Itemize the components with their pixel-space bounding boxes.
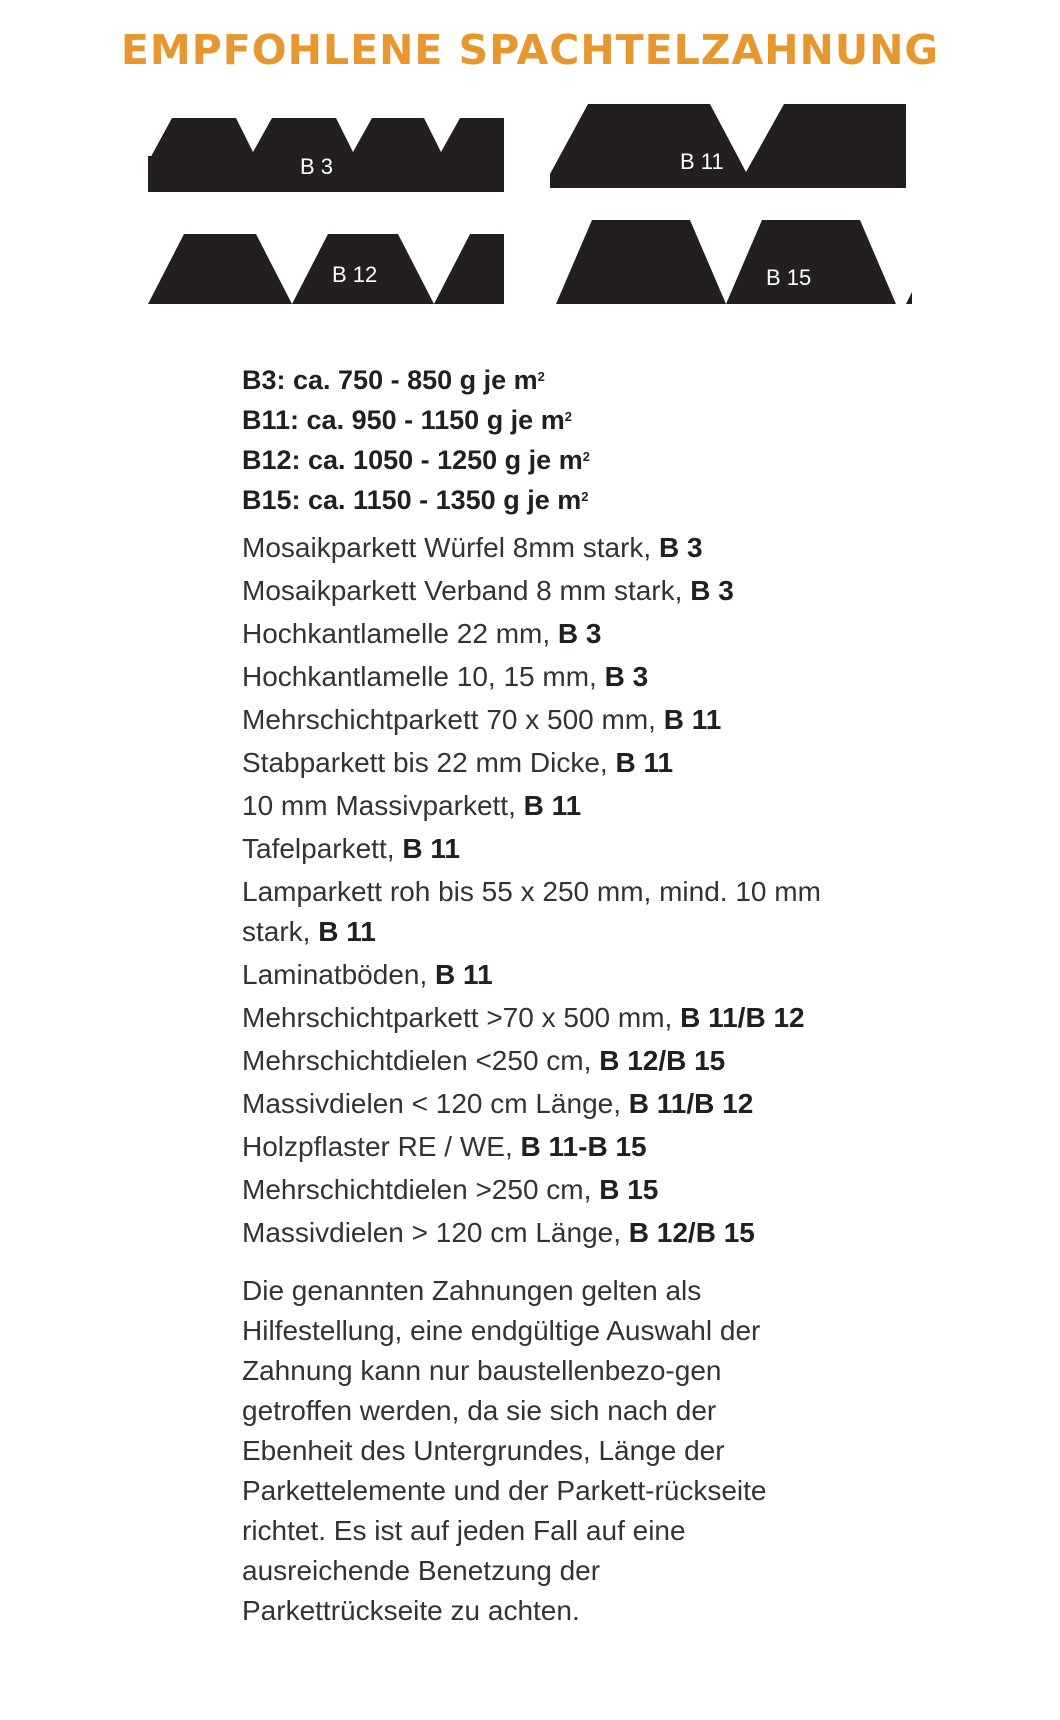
b11-tooth-shape bbox=[550, 104, 906, 188]
b11-label: B 11 bbox=[680, 149, 724, 174]
list-item: Mehrschichtdielen >250 cm, B 15 bbox=[242, 1174, 659, 1205]
b12-label: B 12 bbox=[332, 262, 378, 287]
b15-tooth-3 bbox=[906, 292, 912, 304]
list-item: Mehrschichtdielen <250 cm, B 12/B 15 bbox=[242, 1045, 726, 1076]
consumption-item-b11: B11: ca. 950 - 1150 g je $m^2$ bbox=[242, 405, 572, 435]
list-item: Lamparkett roh bis 55 x 250 mm, mind. 10 mm stark, B 11 bbox=[242, 876, 821, 947]
list-item: Mehrschichtparkett >70 x 500 mm, B 11/B 12 bbox=[242, 1002, 805, 1033]
list-item: Stabparkett bis 22 mm Dicke, B 11 bbox=[242, 747, 674, 778]
b15-tooth-2 bbox=[726, 220, 896, 304]
b3-label: B 3 bbox=[300, 154, 334, 179]
list-item: Mosaikparkett Verband 8 mm stark, B 3 bbox=[242, 575, 734, 606]
list-item: Tafelparkett, B 11 bbox=[242, 833, 460, 864]
recommendation-list bbox=[242, 528, 822, 1253]
list-item: Holzpflaster RE / WE, B 11-B 15 bbox=[242, 1131, 647, 1162]
notch-profile-b15 bbox=[556, 218, 912, 304]
notch-profile-b12 bbox=[148, 230, 504, 304]
list-item: Laminatböden, B 11 bbox=[242, 959, 493, 990]
notch-profile-b3 bbox=[148, 112, 504, 192]
page-title: EMPFOHLENE SPACHTELZAHNUNG bbox=[120, 26, 940, 74]
list-item: Hochkantlamelle 22 mm, B 3 bbox=[242, 618, 602, 649]
list-item: Hochkantlamelle 10, 15 mm, B 3 bbox=[242, 661, 649, 692]
list-item: Mosaikparkett Würfel 8mm stark, B 3 bbox=[242, 532, 703, 563]
list-item: Mehrschichtparkett 70 x 500 mm, B 11 bbox=[242, 704, 722, 735]
b15-tooth-1 bbox=[556, 220, 726, 304]
b12-tooth-1 bbox=[148, 234, 292, 304]
consumption-item-b12: B12: ca. 1050 - 1250 g je $m^2$ bbox=[242, 445, 590, 475]
notch-profile-b11 bbox=[550, 102, 906, 188]
list-item: Massivdielen > 120 cm Länge, B 12/B 15 bbox=[242, 1217, 755, 1248]
consumption-item-b3: B3: ca. 750 - 850 g je $m^2$ bbox=[242, 365, 545, 395]
b12-tooth-3 bbox=[434, 234, 504, 304]
consumption-list bbox=[242, 360, 822, 520]
consumption-item-b15: B15: ca. 1150 - 1350 g je $m^2$ bbox=[242, 485, 589, 515]
list-item: 10 mm Massivparkett, B 11 bbox=[242, 790, 582, 821]
disclaimer-note: Die genannten Zahnungen gelten als Hilfestellung, eine endgültige Auswahl der Zahnung kann nur baustellenbezo-gen getroffen werden, da sie sich nach der Ebenheit des Untergrundes, Länge der Parkettelemente und der Parkett-rückseite richtet. Es ist auf jeden Fall auf eine ausreichende Benetzung der Parkettrückseite zu achten. bbox=[242, 1275, 767, 1626]
b15-label: B 15 bbox=[766, 265, 812, 290]
content-column bbox=[242, 360, 822, 1631]
list-item: Massivdielen < 120 cm Länge, B 11/B 12 bbox=[242, 1088, 754, 1119]
